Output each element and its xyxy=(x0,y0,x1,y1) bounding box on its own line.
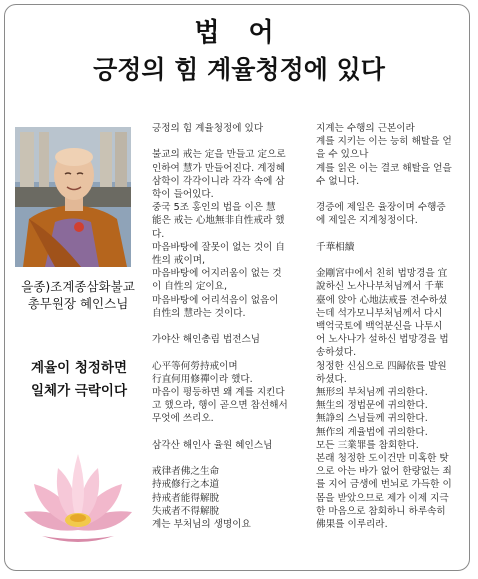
text-line: 는데 석가모니부처님께서 다시 xyxy=(316,307,443,319)
text-line: 行直何用修禪이라 했다. xyxy=(152,373,253,385)
paragraph-gap xyxy=(152,320,302,333)
text-line: 持戒者能得解脫 xyxy=(152,492,220,504)
text-line: 학이 들어있다. xyxy=(152,189,214,200)
text-line: 마음바탕에 어지러움이 없는 것 xyxy=(152,268,282,280)
text-line: 무엇에 쓰리오. xyxy=(152,413,214,425)
text-line: 모든 三業罪를 참회한다. xyxy=(316,439,419,451)
monk-caption xyxy=(8,278,148,312)
text-line: 어 노사나가 설하신 법망경을 법 xyxy=(316,334,449,346)
text-line: 이 自性의 定이요, xyxy=(152,281,228,293)
quote-line-2: 일체가 극락이다 xyxy=(31,383,127,399)
paragraph-gap xyxy=(316,188,466,201)
lotus-flower-icon xyxy=(22,450,134,546)
text-line: 계를 지키는 이는 능히 해탈을 얻 xyxy=(316,136,452,148)
page-title: 법 어 xyxy=(194,18,284,48)
text-line: 마음바탕에 잘못이 없는 것이 自 xyxy=(152,241,286,253)
paragraph-gap xyxy=(152,346,302,359)
text-line: 持戒修行之本道 xyxy=(152,479,220,491)
text-line: 佛果를 이루리라. xyxy=(316,519,388,531)
text-line: 마음이 평등하면 왜 계를 지킨다 xyxy=(152,387,285,399)
text-line: 無作의 계율법에 귀의한다. xyxy=(316,426,428,438)
text-line: 하셨다. xyxy=(316,373,347,385)
text-line: 戒律者佛之生命 xyxy=(152,466,220,478)
text-line: 계를 읽은 이는 결코 해탈을 얻을 xyxy=(316,162,452,174)
text-line: 경증에 제일은 율장이며 수행증 xyxy=(316,202,446,214)
text-line: 중국 5조 홍인의 법을 이은 慧 xyxy=(152,202,276,214)
paragraph-gap xyxy=(152,452,302,465)
text-column-right xyxy=(316,122,466,531)
text-column-left xyxy=(152,122,302,531)
text-line: 에 제일은 지계청정이다. xyxy=(316,215,418,227)
text-line: 본래 청정한 도이건만 미혹한 탓 xyxy=(316,453,449,465)
text-line: 金剛宮中에서 친히 법망경을 宜 xyxy=(316,268,448,280)
text-line: 으로 아는 바가 없어 한량없는 죄 xyxy=(316,466,452,478)
paragraph-gap xyxy=(152,426,302,439)
text-line: 心平等何勞持戒이며 xyxy=(152,360,238,372)
text-line: 自性의 慧라는 것이다. xyxy=(152,307,246,319)
page-subtitle: 긍정의 힘 계율청정에 있다 xyxy=(93,55,385,84)
paragraph-gap xyxy=(316,254,466,267)
text-line: 몸을 받았으므로 제가 이제 지극 xyxy=(316,492,449,504)
caption-line-2: 총무원장 혜인스님 xyxy=(27,296,129,311)
text-line: 삼각산 해인사 율원 혜인스님 xyxy=(152,439,273,451)
text-line: 性의 戒이며, xyxy=(152,255,206,267)
text-line: 을 수 있으나 xyxy=(316,149,369,161)
text-line: 無諍의 스님들께 귀의한다. xyxy=(316,413,428,425)
text-line: 마음바탕에 어리석음이 없음이 xyxy=(152,294,279,306)
text-line: 지계는 수행의 근본이라 xyxy=(316,123,415,134)
caption-line-1: 을종)조계종삼화불교 xyxy=(21,279,135,294)
paragraph-gap xyxy=(152,135,302,148)
text-line: 說하신 노사나부처님께서 千華 xyxy=(316,281,444,293)
lotus-illustration xyxy=(22,450,134,546)
text-line: 청정한 신심으로 四歸依를 발원 xyxy=(316,360,447,372)
text-line: 인하여 慧가 만들어진다. 계정혜 xyxy=(152,162,286,174)
monk-portrait-photo xyxy=(15,127,131,267)
text-line: 불교의 戒는 定을 만들고 定으로 xyxy=(152,149,286,161)
text-line: 한 마음으로 참회하니 하루속히 xyxy=(316,505,446,517)
text-line: 無形의 부처님께 귀의한다. xyxy=(316,387,428,399)
text-line: 수 없니다. xyxy=(316,175,360,187)
paragraph-gap xyxy=(316,228,466,241)
text-line: 失戒者不得解脫 xyxy=(152,505,220,517)
text-line: 다. xyxy=(152,228,165,240)
text-line: 삼학이 각각이니라 각각 속에 삼 xyxy=(152,175,285,187)
text-line: 백억국토에 백억분신을 나투시 xyxy=(316,321,443,332)
monk-portrait-icon xyxy=(15,127,131,267)
text-line: 송하셨다. xyxy=(316,347,357,359)
pull-quote xyxy=(6,357,152,403)
text-line: 千華相續 xyxy=(316,241,355,253)
text-line: 고 했으라, 행이 곧으면 참선해서 xyxy=(152,400,288,412)
text-line: 無生의 정법문에 귀의한다. xyxy=(316,400,428,412)
text-line: 가야산 해인총림 법전스님 xyxy=(152,334,261,346)
text-line: 를 지어 금생에 번뇌로 가득한 이 xyxy=(316,479,452,491)
text-line: 긍정의 힘 계율청정에 있다 xyxy=(152,123,264,134)
text-line: 能은 戒는 心地無非自性戒라 했 xyxy=(152,215,285,227)
quote-line-1: 계율이 청정하면 xyxy=(31,360,127,376)
text-line: 臺에 앉아 心地法戒를 전수하셨 xyxy=(316,294,448,306)
text-line: 계는 부처님의 생명이요 xyxy=(152,519,251,531)
